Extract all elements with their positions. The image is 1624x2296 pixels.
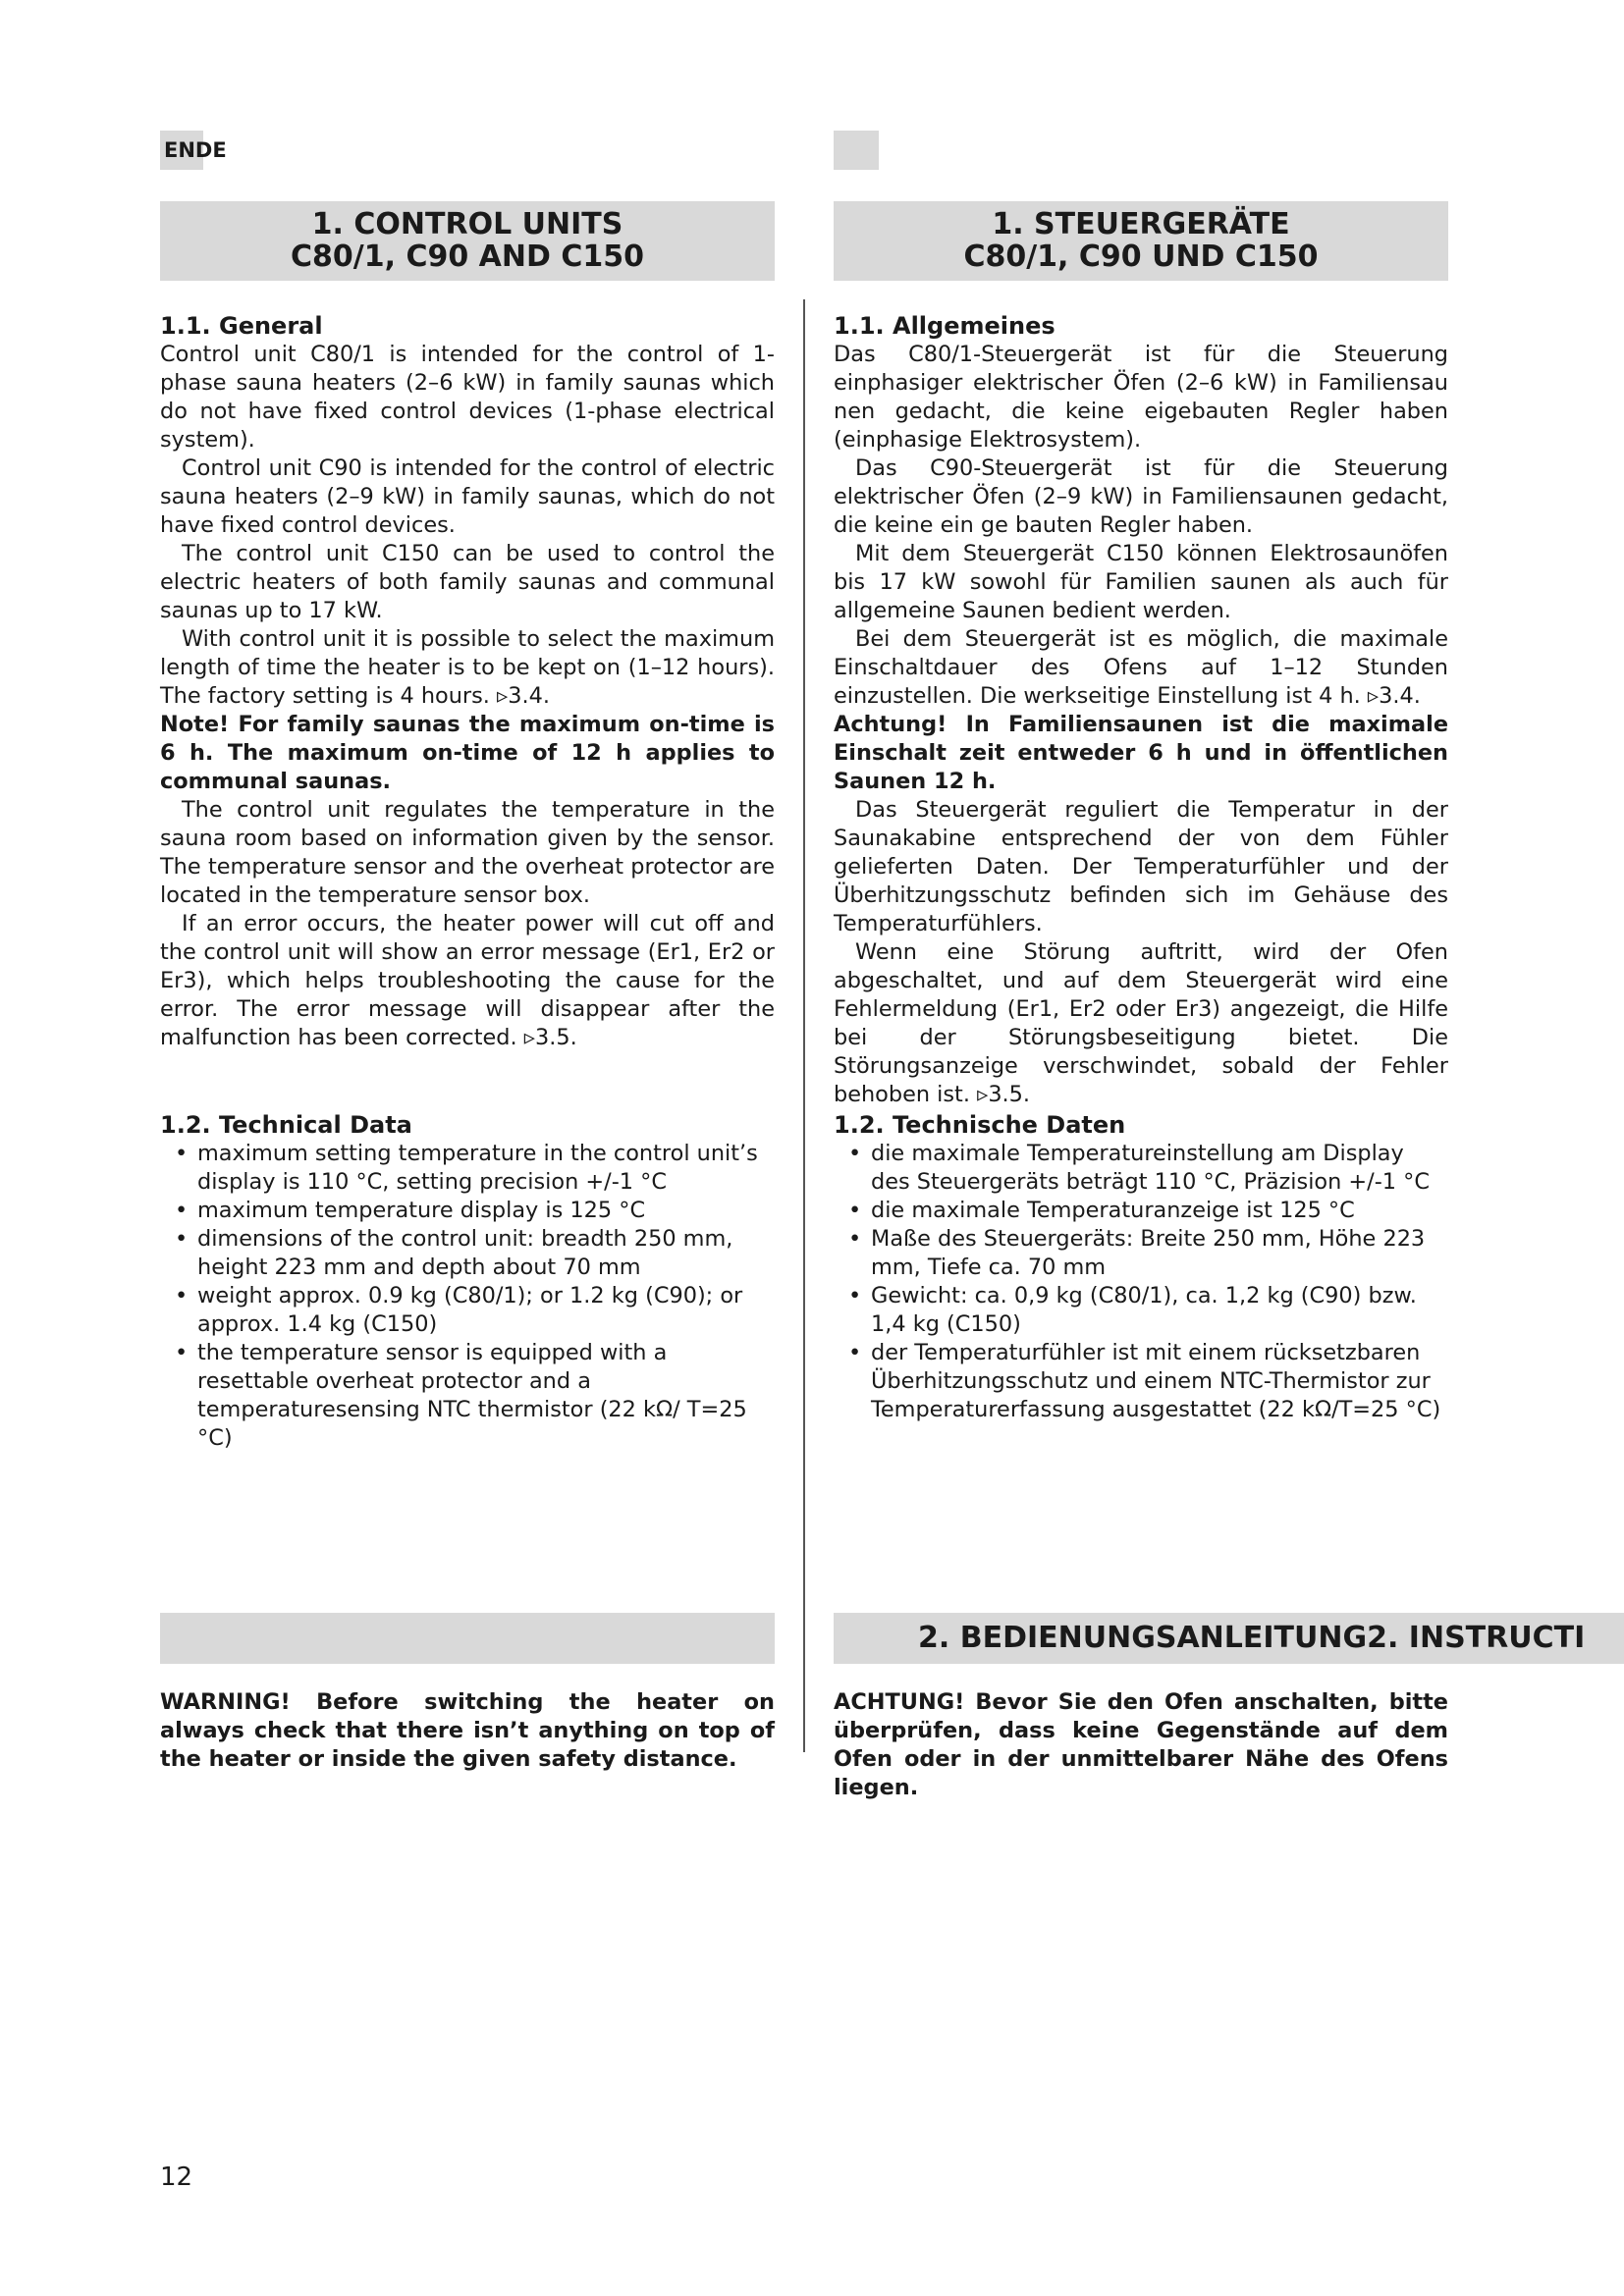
paragraph-5: The control unit regulates the temperature in the sauna room based on information given by the sensor. The temperature sensor and the overheat protector are located in the temperature sensor box.: [160, 797, 775, 908]
general-section-de: [834, 312, 1448, 1109]
warning-en: WARNING! Before switching the heater on always check that there isn’t anything on top of the heater or inside the given safety distance.: [160, 1689, 775, 1772]
paragraph-2: Das C90-Steuergerät ist für die Steuerung elektrischer Öfen (2–9 kW) in Familiensaunen gedacht, die keine ein ge bauten Regler haben.: [834, 455, 1448, 538]
list-item: • weight approx. 0.9 kg (C80/1); or 1.2 kg (C90); or approx. 1.4 kg (C150): [160, 1282, 775, 1339]
column-divider: [803, 299, 805, 1752]
section2-title-en: [160, 1613, 775, 1664]
note-text: In Familiensaunen ist die maximale Einschalt zeit entweder 6 h und in öffentlichen Saunen 12 h.: [834, 712, 1449, 794]
paragraph-6: If an error occurs, the heater power will cut off and the control unit will show an error message (Er1, Er2 or Er3), which helps troubleshooting the cause for the error. The error message will disappear after the malfunction has been corrected. ▹3.5.: [160, 911, 775, 1050]
paragraph-1: Control unit C80/1 is intended for the control of 1-phase sauna heaters (2–6 kW) in family saunas which do not have fixed control devices (1-phase electrical system).: [160, 342, 775, 453]
language-tag-blank: [834, 131, 879, 170]
technical-data-de: [834, 1111, 1448, 1424]
paragraph-1: Das C80/1-Steuergerät ist für die Steuerung einphasiger elektrischer Öfen (2–6 kW) in Familiensau nen gedacht, die keine eigebauten Regler haben (einphasige Elektrosystem).: [834, 342, 1448, 453]
general-heading: 1.1. General: [160, 312, 323, 340]
note-label: Achtung!: [834, 712, 947, 737]
list-item: • die maximale Temperaturanzeige ist 125 °C: [834, 1197, 1448, 1225]
language-tag: [160, 131, 227, 170]
list-item: • maximum temperature display is 125 °C: [160, 1197, 775, 1225]
list-item: • Maße des Steuergeräts: Breite 250 mm, Höhe 223 mm, Tiefe ca. 70 mm: [834, 1225, 1448, 1282]
list-item: • the temperature sensor is equipped with a resettable overheat protector and a temperaturesensing NTC thermistor (22 kΩ/ T=25 °C): [160, 1339, 775, 1453]
section-title-line1: 1. STEUERGERÄTE: [992, 207, 1290, 241]
tech-list: [160, 1140, 775, 1453]
section-title-de: [834, 201, 1448, 281]
technical-data-en: [160, 1111, 775, 1453]
note: [834, 711, 1448, 796]
tech-heading: 1.2. Technical Data: [160, 1111, 412, 1139]
section2-title-de: 2. BEDIENUNGSANLEITUNG2. INSTRUCTI: [834, 1613, 1624, 1664]
tech-heading: 1.2. Technische Daten: [834, 1111, 1126, 1139]
paragraph-6: Wenn eine Störung auftritt, wird der Ofen abgeschaltet, und auf dem Steuergerät wird eine Fehlermeldung (Er1, Er2 oder Er3) angezeigt, die Hilfe bei der Störungsbeseitigung bietet. Die Störungsanzeige verschwindet, sobald der Fehler behoben ist. ▹3.5.: [834, 939, 1448, 1107]
note: Note! For family saunas the maximum on-time is 6 h. The maximum on-time of 12 h applies to communal saunas.: [160, 712, 775, 794]
list-item: • der Temperaturfühler ist mit einem rücksetzbaren Überhitzungsschutz und einem NTC-Thermistor zur Temperaturerfassung ausgestattet (22 kΩ/T=25 °C): [834, 1339, 1448, 1424]
list-item: • Gewicht: ca. 0,9 kg (C80/1), ca. 1,2 kg (C90) bzw. 1,4 kg (C150): [834, 1282, 1448, 1339]
language-tag-label: ENDE: [164, 138, 227, 162]
page-number: 12: [160, 2163, 193, 2192]
paragraph-4: Bei dem Steuergerät ist es möglich, die maximale Einschaltdauer des Ofens auf 1–12 Stunden einzustellen. Die werkseitige Einstellung ist 4 h. ▹3.4.: [834, 626, 1448, 709]
general-section-en: [160, 312, 775, 1052]
section-title-line2: C80/1, C90 AND C150: [291, 240, 644, 274]
tech-list: [834, 1140, 1448, 1424]
list-item: • die maximale Temperatureinstellung am Display des Steuergeräts beträgt 110 °C, Präzision +/-1 °C: [834, 1140, 1448, 1197]
right-column: [834, 201, 1448, 1109]
section-title-line2: C80/1, C90 UND C150: [963, 240, 1319, 274]
paragraph-2: Control unit C90 is intended for the control of electric sauna heaters (2–9 kW) in family saunas, which do not have fixed control devices.: [160, 455, 775, 538]
list-item: • dimensions of the control unit: breadth 250 mm, height 223 mm and depth about 70 mm: [160, 1225, 775, 1282]
paragraph-5: Das Steuergerät reguliert die Temperatur in der Saunakabine entsprechend der von dem Fühler gelieferten Daten. Der Temperaturfühler und der Überhitzungsschutz befinden sich im Gehäuse des Temperaturfühlers.: [834, 797, 1448, 936]
list-item: • maximum setting temperature in the control unit’s display is 110 °C, setting precision +/-1 °C: [160, 1140, 775, 1197]
paragraph-3: Mit dem Steuergerät C150 können Elektrosaunöfen bis 17 kW sowohl für Familien saunen als auch für allgemeine Saunen bedient werden.: [834, 541, 1448, 623]
paragraph-3: The control unit C150 can be used to control the electric heaters of both family saunas and communal saunas up to 17 kW.: [160, 541, 775, 623]
left-column: [160, 201, 775, 1052]
section-title-en: [160, 201, 775, 281]
general-heading: 1.1. Allgemeines: [834, 312, 1056, 340]
section-title-line1: 1. CONTROL UNITS: [311, 207, 623, 241]
warning-de: ACHTUNG! Bevor Sie den Ofen anschalten, bitte überprüfen, dass keine Gegenstände auf dem Ofen oder in der unmittelbarer Nähe des Ofens liegen.: [834, 1689, 1448, 1800]
paragraph-4: With control unit it is possible to select the maximum length of time the heater is to be kept on (1–12 hours). The factory setting is 4 hours. ▹3.4.: [160, 626, 775, 709]
